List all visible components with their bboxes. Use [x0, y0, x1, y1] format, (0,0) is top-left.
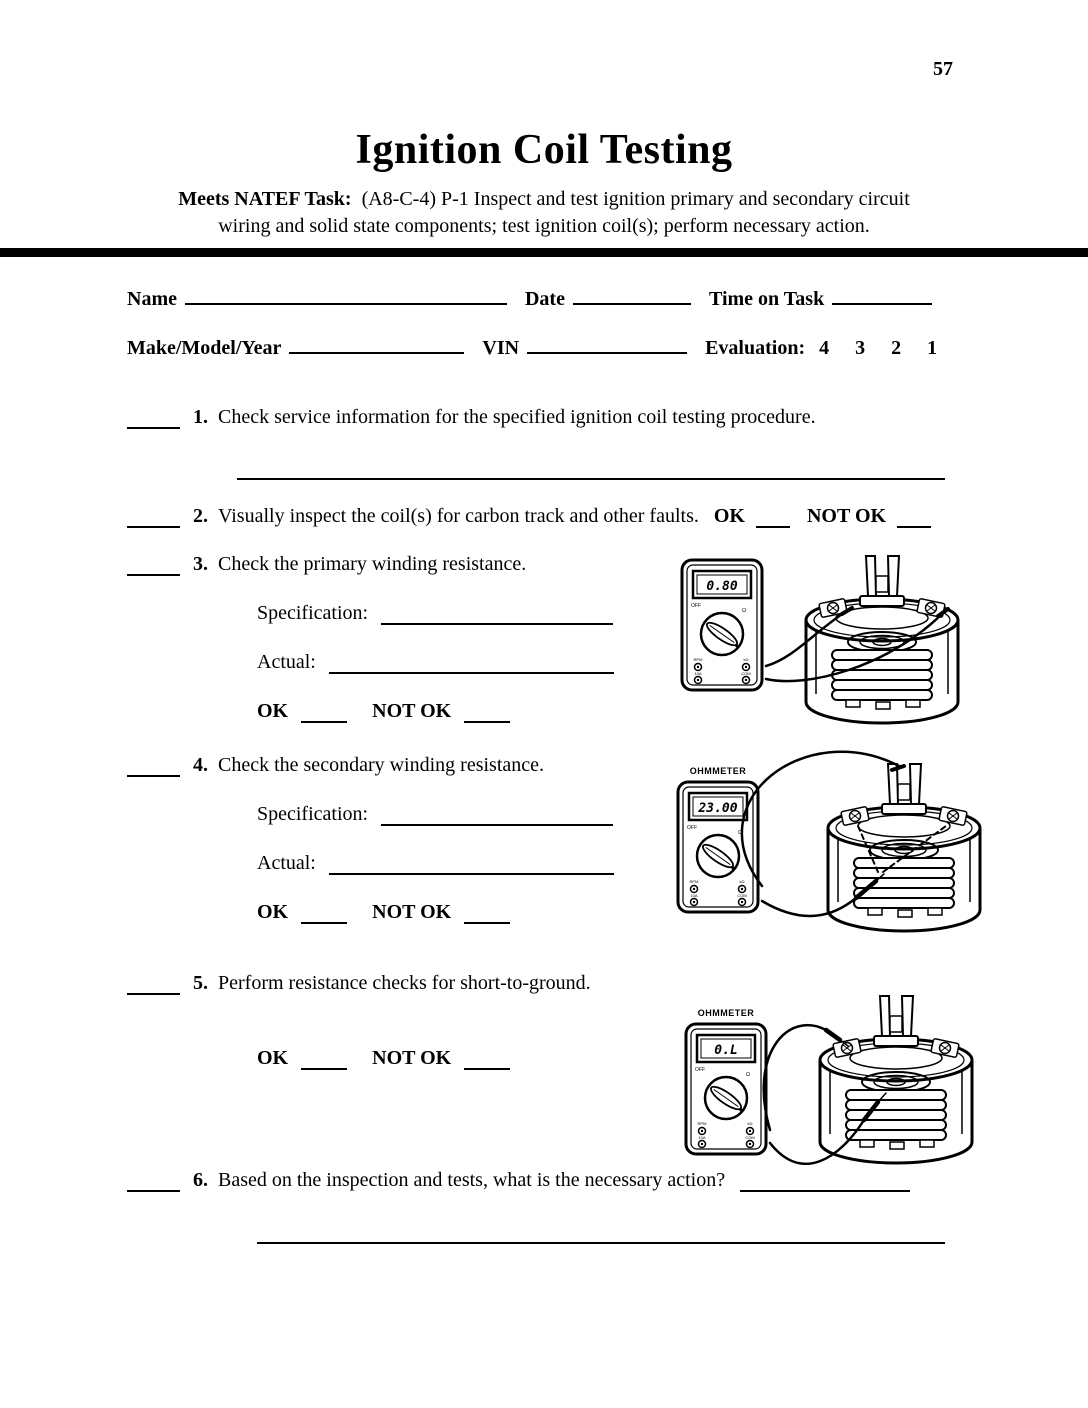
task-5 — [127, 972, 591, 995]
task-6-text: Based on the inspection and tests, what is the necessary action? — [218, 1169, 726, 1191]
short-to-ground-test-illustration — [660, 988, 994, 1178]
task-4-ok-label: OK — [257, 901, 289, 923]
task-1-number: 1. — [193, 406, 208, 428]
task-4-specification-label: Specification: — [257, 803, 369, 825]
task-3-actual-blank[interactable] — [329, 652, 614, 674]
section-divider — [0, 248, 1088, 257]
jack-label-10a: 10A — [690, 893, 698, 898]
task-4-check-blank[interactable] — [127, 755, 180, 777]
ohm-symbol: Ω — [746, 1072, 751, 1078]
task-3-ok-row — [257, 700, 510, 723]
task-3-actual-row — [257, 651, 614, 674]
ignition-coil-icon — [820, 996, 972, 1163]
task-3-not-ok-label: NOT OK — [372, 700, 452, 722]
task-3-check-blank[interactable] — [127, 554, 180, 576]
evaluation-score-3[interactable]: 3 — [855, 337, 866, 359]
task-5-check-blank[interactable] — [127, 973, 180, 995]
multimeter-icon — [686, 1024, 766, 1154]
task-2-text: Visually inspect the coil(s) for carbon track and other faults. — [218, 505, 699, 527]
task-3-actual-label: Actual: — [257, 651, 316, 673]
natef-label: Meets NATEF Task: — [178, 188, 352, 210]
task-4-not-ok-label: NOT OK — [372, 901, 452, 923]
jack-label-10a: 10A — [694, 671, 702, 676]
multimeter-icon — [678, 782, 758, 912]
jack-label-com: COM — [745, 1135, 755, 1140]
task-5-not-ok-label: NOT OK — [372, 1047, 452, 1069]
figure-primary-winding-test — [662, 546, 996, 752]
figure-secondary-winding-test — [656, 734, 996, 976]
evaluation-score-4[interactable]: 4 — [819, 337, 830, 359]
task-3 — [127, 553, 526, 576]
task-2-not-ok-label: NOT OK — [806, 505, 887, 527]
jack-label-kohm: kΩ — [739, 879, 745, 884]
time-on-task-label: Time on Task — [708, 288, 825, 310]
natef-task-description — [0, 186, 1088, 240]
meter-display: 0.80 — [706, 579, 738, 594]
task-4 — [127, 754, 544, 777]
evaluation-label: Evaluation: — [705, 337, 806, 359]
task-4-ok-row — [257, 901, 510, 924]
figure-short-to-ground-test — [660, 988, 994, 1184]
natef-line2: wiring and solid state components; test ignition coil(s); perform necessary action. — [218, 215, 870, 237]
task-5-ok-blank[interactable] — [301, 1048, 347, 1070]
evaluation-score-1[interactable]: 1 — [927, 337, 938, 359]
ignition-coil-icon — [806, 556, 958, 723]
form-row-identity — [127, 283, 932, 311]
name-blank[interactable] — [185, 283, 507, 305]
jack-label-kohm: kΩ — [747, 1121, 753, 1126]
task-1-text: Check service information for the specified ignition coil testing procedure. — [218, 406, 816, 428]
ohm-symbol: Ω — [742, 608, 747, 614]
task-4-not-ok-blank[interactable] — [464, 902, 510, 924]
task-4-actual-row — [257, 852, 614, 875]
name-label: Name — [127, 288, 177, 310]
ohmmeter-label: OHMMETER — [697, 1008, 755, 1018]
jack-label-com: COM — [737, 893, 747, 898]
make-model-year-blank[interactable] — [289, 332, 464, 354]
natef-line1-text: (A8-C-4) P-1 Inspect and test ignition primary and secondary circuit — [361, 188, 910, 210]
task-4-actual-label: Actual: — [257, 852, 316, 874]
task-2 — [127, 505, 931, 528]
ohmmeter-label: OHMMETER — [689, 766, 747, 776]
primary-winding-test-illustration — [662, 546, 996, 746]
task-3-text: Check the primary winding resistance. — [218, 553, 527, 575]
task-6-answer-line[interactable] — [257, 1222, 945, 1244]
task-6-number: 6. — [193, 1169, 208, 1191]
ohm-symbol: Ω — [738, 830, 743, 836]
date-label: Date — [524, 288, 565, 310]
task-2-ok-blank[interactable] — [756, 506, 790, 528]
time-on-task-blank[interactable] — [832, 283, 932, 305]
task-3-specification-blank[interactable] — [381, 603, 613, 625]
task-6-check-blank[interactable] — [127, 1170, 180, 1192]
secondary-winding-test-illustration — [656, 734, 996, 970]
task-5-text: Perform resistance checks for short-to-ground. — [218, 972, 591, 994]
jack-label-rpm: RPM — [697, 1121, 707, 1126]
jack-label-rpm: RPM — [689, 879, 699, 884]
task-5-ok-label: OK — [257, 1047, 289, 1069]
task-4-actual-blank[interactable] — [329, 853, 614, 875]
make-model-year-label: Make/Model/Year — [127, 337, 282, 359]
dial-off-label: OFF — [695, 1067, 705, 1073]
jack-label-kohm: kΩ — [743, 657, 749, 662]
task-2-number: 2. — [193, 505, 208, 527]
meter-display: 0.L — [714, 1043, 738, 1058]
form-row-vehicle — [127, 332, 937, 360]
task-4-ok-blank[interactable] — [301, 902, 347, 924]
date-blank[interactable] — [573, 283, 691, 305]
vin-label: VIN — [482, 337, 520, 359]
page-number: 57 — [933, 58, 953, 80]
task-4-number: 4. — [193, 754, 208, 776]
task-4-text: Check the secondary winding resistance. — [218, 754, 545, 776]
task-3-ok-blank[interactable] — [301, 701, 347, 723]
task-5-not-ok-blank[interactable] — [464, 1048, 510, 1070]
jack-label-rpm: RPM — [693, 657, 703, 662]
task-3-specification-row — [257, 602, 613, 625]
task-3-ok-label: OK — [257, 700, 289, 722]
multimeter-icon — [682, 560, 762, 690]
evaluation-score-2[interactable]: 2 — [891, 337, 902, 359]
task-2-check-blank[interactable] — [127, 506, 180, 528]
ignition-coil-icon — [828, 764, 980, 931]
task-5-ok-row — [257, 1047, 510, 1070]
task-2-not-ok-blank[interactable] — [897, 506, 931, 528]
task-1 — [127, 406, 816, 429]
dial-off-label: OFF — [691, 603, 701, 609]
task-4-specification-row — [257, 803, 613, 826]
natef-line1 — [0, 186, 1088, 213]
vin-blank[interactable] — [527, 332, 687, 354]
task-5-number: 5. — [193, 972, 208, 994]
task-3-specification-label: Specification: — [257, 602, 369, 624]
jack-label-com: COM — [741, 671, 751, 676]
jack-label-10a: 10A — [698, 1135, 706, 1140]
meter-display: 23.00 — [698, 801, 738, 816]
page-title: Ignition Coil Testing — [355, 127, 733, 173]
task-2-ok-label: OK — [713, 505, 745, 527]
task-1-check-blank[interactable] — [127, 407, 180, 429]
task-4-specification-blank[interactable] — [381, 804, 613, 826]
dial-off-label: OFF — [687, 825, 697, 831]
task-3-not-ok-blank[interactable] — [464, 701, 510, 723]
task-3-number: 3. — [193, 553, 208, 575]
task-1-answer-line[interactable] — [237, 458, 945, 480]
